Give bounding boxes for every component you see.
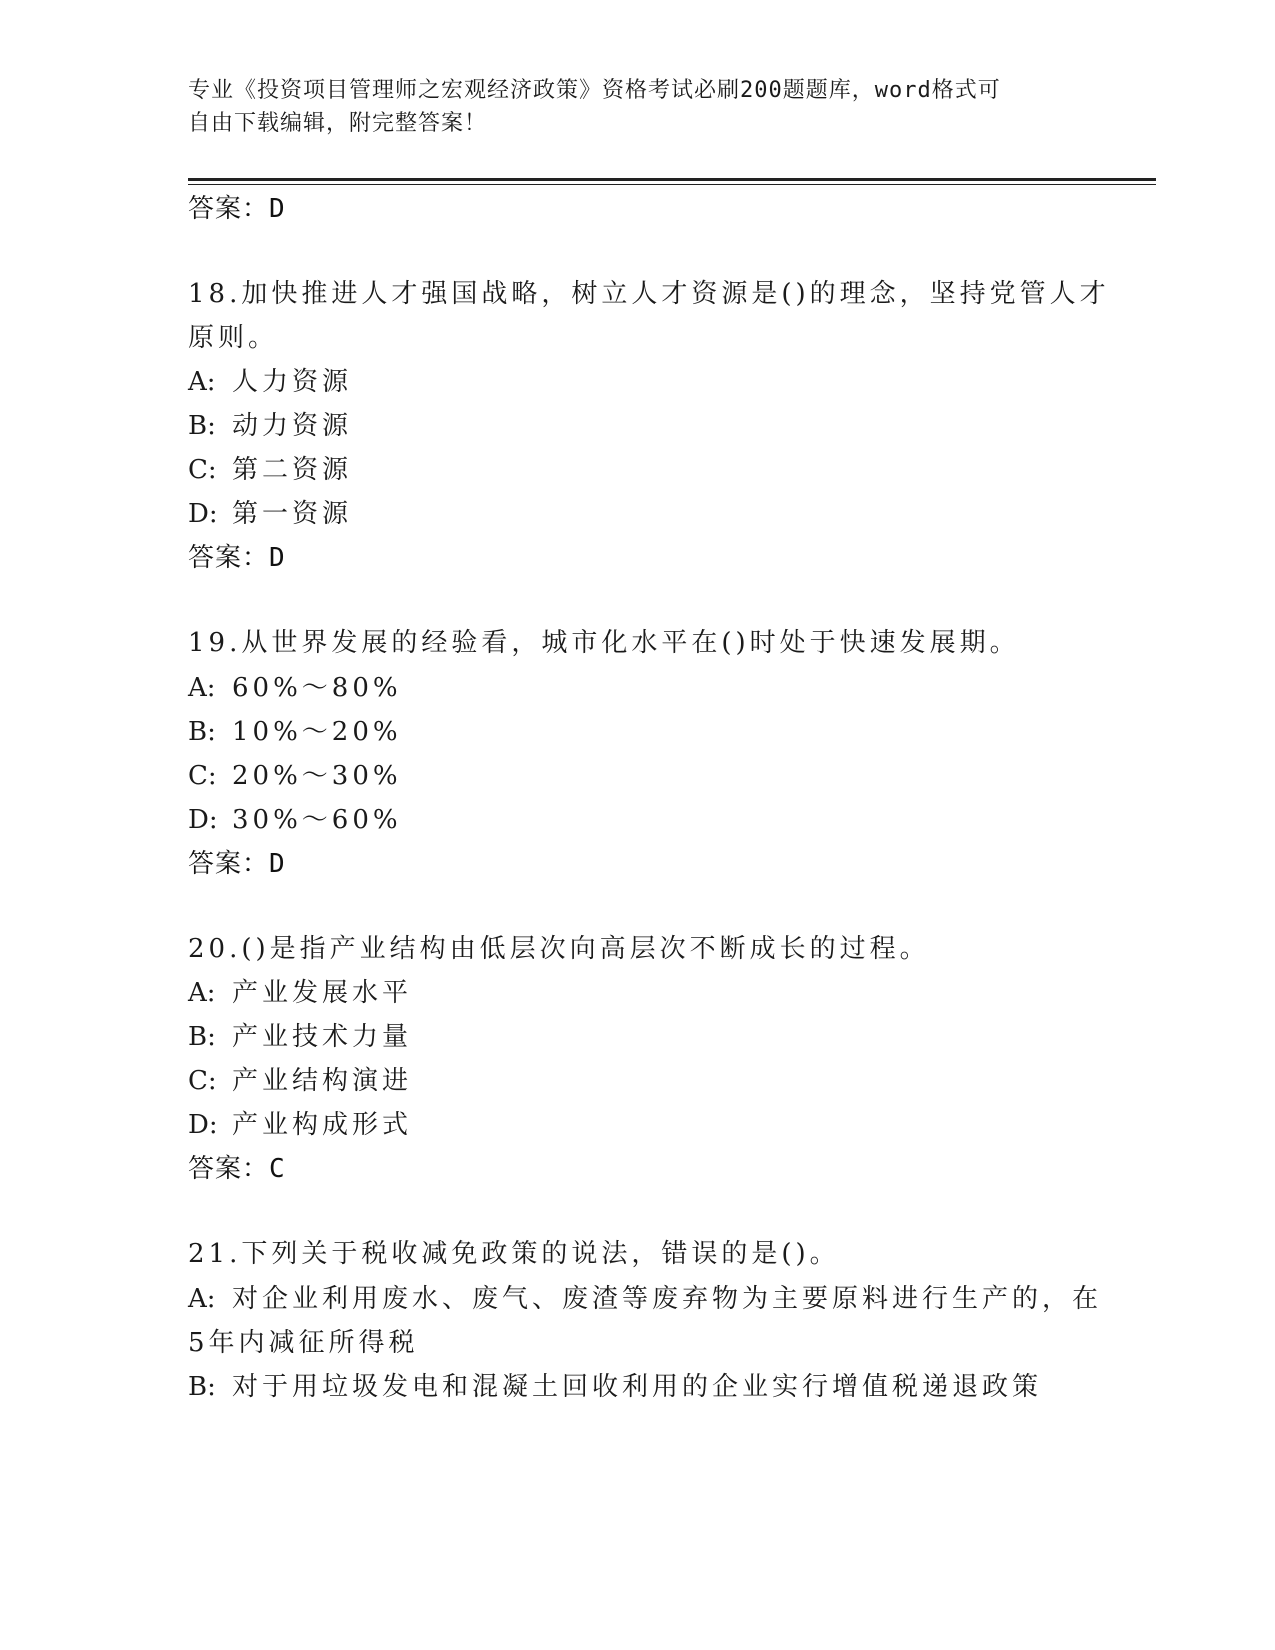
option-label: B: xyxy=(188,1372,216,1402)
option-label: B: xyxy=(188,1022,216,1052)
answer-line: 答案：D xyxy=(188,194,286,224)
option-label: A: xyxy=(188,1284,216,1314)
option-text: 10%～20% xyxy=(232,717,402,747)
option-c xyxy=(188,1060,412,1097)
option-text: 产业发展水平 xyxy=(232,978,413,1008)
question-stem: 18.加快推进人才强国战略，树立人才资源是()的理念，坚持党管人才 xyxy=(188,279,1110,309)
option-label: A: xyxy=(188,367,216,397)
option-d xyxy=(188,1104,412,1141)
option-text: 对于用垃圾发电和混凝土回收利用的企业实行增值税递退政策 xyxy=(232,1372,1043,1402)
option-d xyxy=(188,493,352,530)
option-b xyxy=(188,711,402,748)
option-b xyxy=(188,405,352,442)
option-text: 产业技术力量 xyxy=(232,1022,413,1052)
answer-line: 答案：D xyxy=(188,543,286,573)
option-text: 第二资源 xyxy=(232,455,353,485)
option-a xyxy=(188,667,402,704)
question-stem: 20.()是指产业结构由低层次向高层次不断成长的过程。 xyxy=(188,934,930,964)
option-label: C: xyxy=(188,761,217,791)
option-text: 30%～60% xyxy=(232,805,402,835)
question-stem-continued: 原则。 xyxy=(188,323,279,353)
header-divider-thin xyxy=(188,184,1156,185)
option-a-continued: 5年内减征所得税 xyxy=(188,1328,419,1358)
document-header xyxy=(188,74,1068,140)
option-label: D: xyxy=(188,805,218,835)
header-line-1: 专业《投资项目管理师之宏观经济政策》资格考试必刷200题题库，word格式可 xyxy=(188,78,1001,103)
option-d xyxy=(188,799,402,836)
option-text: 产业构成形式 xyxy=(232,1110,413,1140)
option-a xyxy=(188,361,352,398)
option-text: 对企业利用废水、废气、废渣等废弃物为主要原料进行生产的，在 xyxy=(232,1284,1103,1314)
option-label: B: xyxy=(188,717,216,747)
option-text: 20%～30% xyxy=(232,761,402,791)
option-text: 动力资源 xyxy=(232,411,353,441)
option-a xyxy=(188,972,412,1009)
option-b xyxy=(188,1016,412,1053)
option-a xyxy=(188,1278,1102,1315)
question-stem: 21.下列关于税收减免政策的说法，错误的是()。 xyxy=(188,1239,840,1269)
option-text: 产业结构演进 xyxy=(232,1066,413,1096)
option-label: C: xyxy=(188,455,217,485)
option-text: 第一资源 xyxy=(232,499,353,529)
option-label: A: xyxy=(188,978,216,1008)
option-c xyxy=(188,755,402,792)
option-label: D: xyxy=(188,1110,218,1140)
option-text: 人力资源 xyxy=(232,367,353,397)
answer-line: 答案：C xyxy=(188,1154,286,1184)
question-stem: 19.从世界发展的经验看，城市化水平在()时处于快速发展期。 xyxy=(188,628,1020,658)
option-label: C: xyxy=(188,1066,217,1096)
header-line-2: 自由下载编辑，附完整答案！ xyxy=(188,111,488,136)
header-divider-thick xyxy=(188,178,1156,181)
option-label: B: xyxy=(188,411,216,441)
option-b xyxy=(188,1366,1042,1403)
option-label: D: xyxy=(188,499,218,529)
option-text: 60%～80% xyxy=(232,673,402,703)
option-c xyxy=(188,449,352,486)
answer-line: 答案：D xyxy=(188,849,286,879)
option-label: A: xyxy=(188,673,216,703)
